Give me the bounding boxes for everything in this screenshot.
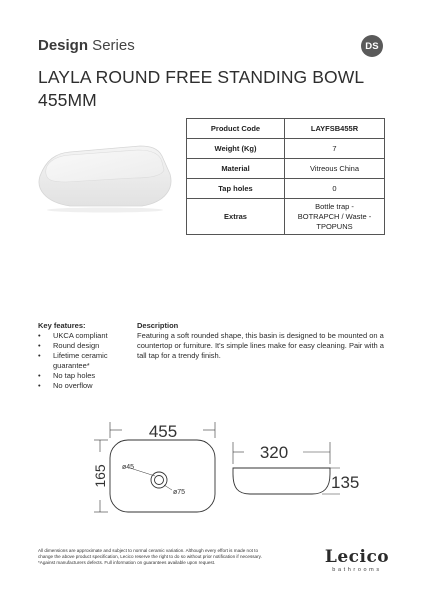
dimension-depth-label: 165 [92, 464, 108, 488]
brand-series-heading [38, 37, 135, 54]
logo-tagline: bathrooms [332, 567, 382, 573]
extras-line: BOTRAPCH / Waste - [297, 211, 372, 221]
product-title-line1: LAYLA ROUND FREE STANDING BOWL [38, 67, 365, 87]
description-heading: Description [137, 321, 179, 330]
extras-line: TPOPUNS [316, 221, 353, 231]
bowl-product-image [30, 140, 180, 215]
waste-hole-inner [155, 476, 164, 485]
series-label: Series [88, 37, 135, 54]
list-item: • No overflow [38, 381, 93, 390]
spec-row [187, 139, 385, 159]
bullet-icon: • [38, 341, 41, 350]
spec-row [187, 199, 385, 235]
key-features-heading: Key features: [38, 321, 86, 330]
disclaimer-line: change the above product specification, Lecico reserve the right to do so without prior notification if necessary. [38, 554, 262, 559]
dimension-height-label: 135 [331, 473, 360, 492]
product-title-line2: 455MM [38, 90, 97, 110]
side-view-outline [233, 468, 330, 494]
spec-value-material: Vitreous China [285, 159, 385, 179]
spec-value-tap-holes: 0 [285, 179, 385, 199]
list-item: • No tap holes [38, 371, 96, 380]
bullet-icon: • [38, 381, 41, 390]
dimension-hole-tap-label: ø45 [122, 464, 135, 471]
key-features-list [38, 331, 133, 391]
bullet-icon: • [38, 371, 41, 380]
dimension-hole-waste-label: ø75 [173, 489, 186, 496]
spec-row [187, 179, 385, 199]
spec-key: Extras [187, 199, 285, 235]
design-series-badge: DS [361, 35, 383, 57]
spec-row [187, 159, 385, 179]
spec-value-extras [285, 199, 385, 235]
spec-value-product-code: LAYFSB455R [285, 119, 385, 139]
spec-value-weight: 7 [285, 139, 385, 159]
list-item: • Lifetime ceramic guarantee* [38, 351, 108, 370]
description-text: Featuring a soft rounded shape, this basin is designed to be mounted on a countertop or furniture. It's simple lines make for easy cleaning. Pair with a tall tap for a trendy finish. [137, 331, 384, 360]
lecico-logo [322, 548, 392, 573]
spec-row [187, 119, 385, 139]
brand-name: Design [38, 37, 89, 54]
spec-key: Product Code [187, 119, 285, 139]
disclaimer-line: All dimensions are approximate and subject to normal ceramic variation. Although every effort is made not to [38, 548, 259, 553]
top-view-outline [110, 440, 215, 512]
spec-key: Material [187, 159, 285, 179]
spec-key: Tap holes [187, 179, 285, 199]
list-item: • UKCA compliant [38, 331, 108, 340]
spec-key: Weight (Kg) [187, 139, 285, 159]
bullet-icon: • [38, 351, 41, 360]
list-item: • Round design [38, 341, 100, 350]
product-title [38, 66, 378, 112]
disclaimer-text [38, 548, 318, 566]
logo-wordmark: Lecico [324, 547, 390, 567]
disclaimer-line: *Against manufacturers defects. Full information on guarantees available upon request. [38, 560, 216, 565]
bullet-icon: • [38, 331, 41, 340]
spec-table [186, 118, 385, 235]
dimension-side-width-label: 320 [259, 443, 289, 462]
dimension-width-label: 455 [148, 422, 178, 441]
technical-drawing [60, 412, 360, 522]
extras-line: Bottle trap - [315, 201, 354, 211]
